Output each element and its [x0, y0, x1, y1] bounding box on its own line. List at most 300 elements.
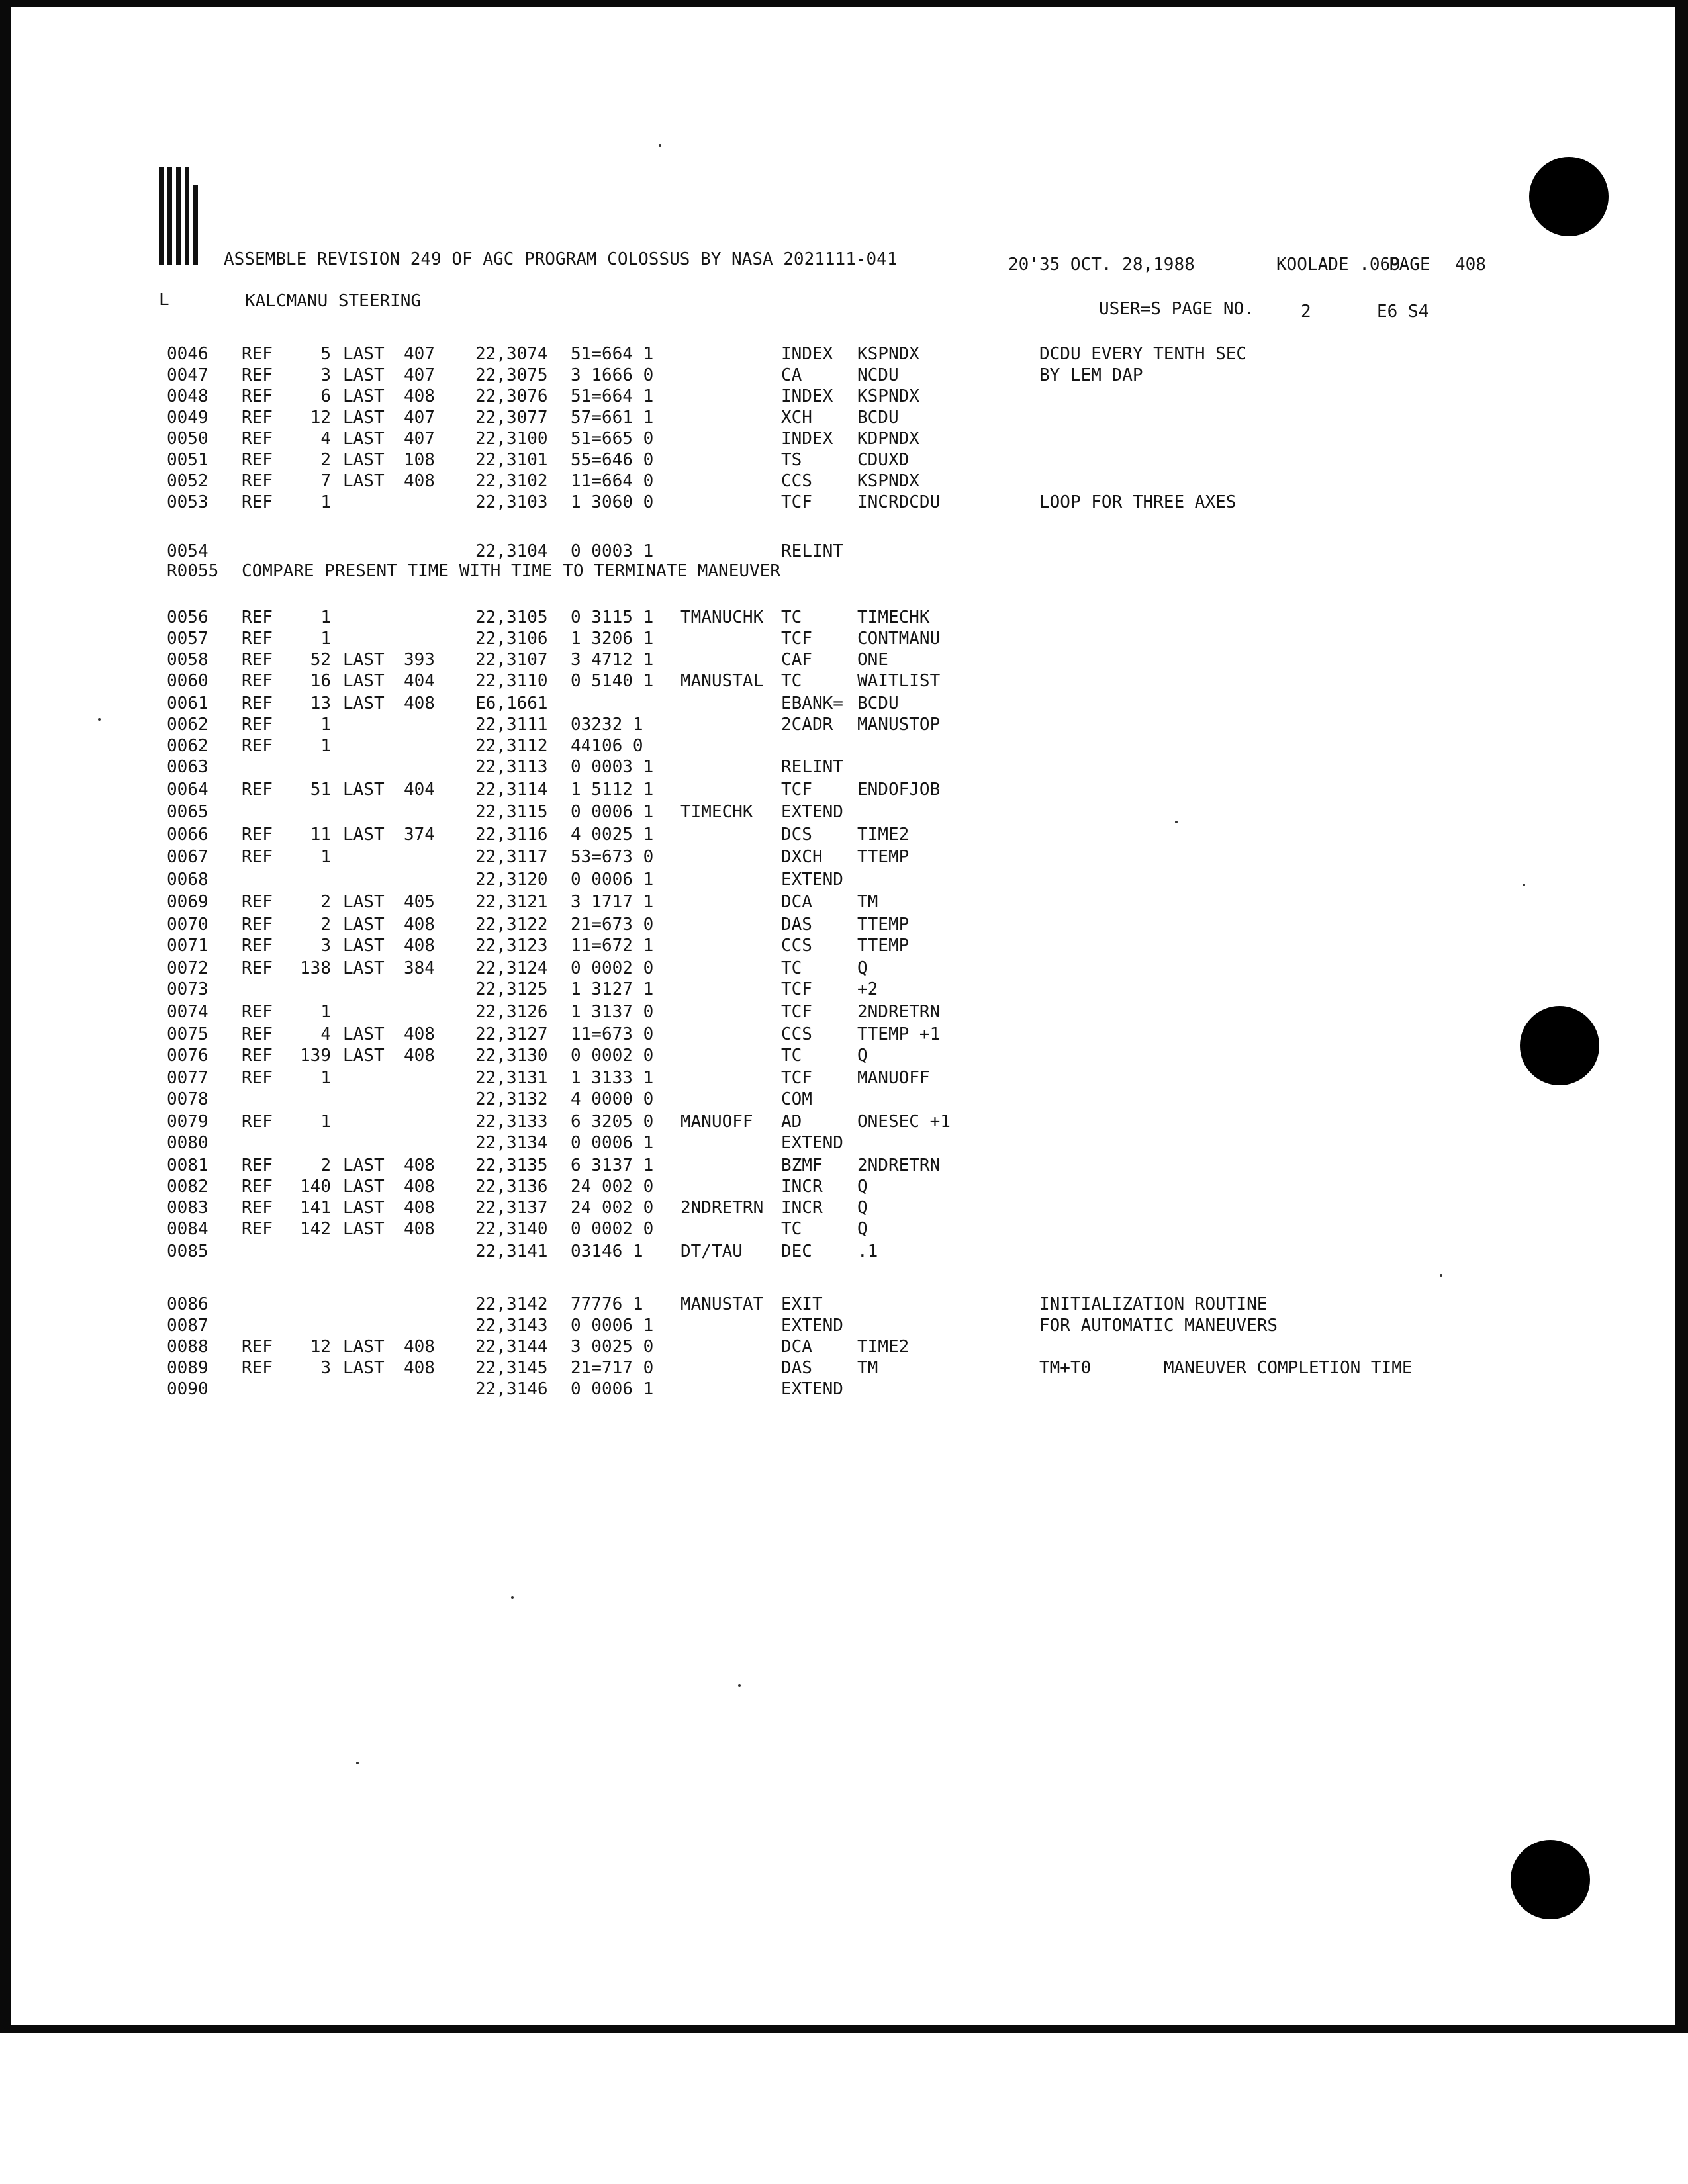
row-word: 3 1717 1	[571, 892, 654, 912]
row-word: 1 3133 1	[571, 1068, 654, 1088]
row-op: TCF	[781, 1002, 812, 1022]
row-ref: REF	[242, 694, 273, 713]
row-operand: +2	[857, 979, 878, 999]
row-line: 0061	[167, 694, 209, 713]
row-word: 0 0006 1	[571, 1133, 654, 1153]
row-operand: Q	[857, 1177, 868, 1197]
row-label: 2NDRETRN	[680, 1198, 764, 1218]
row-op: BZMF	[781, 1156, 823, 1175]
row-op: INCR	[781, 1177, 823, 1197]
row-operand: Q	[857, 1198, 868, 1218]
row-ref: REF	[242, 892, 273, 912]
row-op: RELINT	[781, 757, 843, 777]
row-word: 24 002 0	[571, 1177, 654, 1197]
row-last: LAST	[343, 429, 385, 449]
row-line: 0079	[167, 1112, 209, 1132]
row-word: 1 5112 1	[571, 780, 654, 799]
row-line: 0089	[167, 1358, 209, 1378]
row-addr: 22,3107	[475, 650, 548, 670]
row-lastn: 408	[404, 1024, 435, 1044]
row-last: LAST	[343, 471, 385, 491]
row-word: 3 0025 0	[571, 1337, 654, 1357]
row-operand: MANUSTOP	[857, 715, 941, 735]
row-line: 0080	[167, 1133, 209, 1153]
row-label: MANUOFF	[680, 1112, 753, 1132]
row-ref: REF	[242, 715, 273, 735]
row-addr: 22,3115	[475, 802, 548, 822]
row-word: 3 4712 1	[571, 650, 654, 670]
row-operand: BCDU	[857, 408, 899, 428]
row-addr: 22,3106	[475, 629, 548, 649]
row-line: 0077	[167, 1068, 209, 1088]
row-lastn: 384	[404, 958, 435, 978]
row-addr: 22,3126	[475, 1002, 548, 1022]
row-ref: REF	[242, 1358, 273, 1378]
row-addr: 22,3122	[475, 915, 548, 934]
row-addr: 22,3103	[475, 492, 548, 512]
row-comment: TM+T0 MANEUVER COMPLETION TIME	[1039, 1358, 1413, 1378]
row-word: 0 0003 1	[571, 541, 654, 561]
row-word: 0 0006 1	[571, 1316, 654, 1336]
row-addr: 22,3114	[475, 780, 548, 799]
row-word: 51=665 0	[571, 429, 654, 449]
speck	[659, 144, 661, 147]
row-op: EXTEND	[781, 1133, 843, 1153]
row-ref: REF	[242, 408, 273, 428]
row-op: CCS	[781, 1024, 812, 1044]
row-operand: 2NDRETRN	[857, 1156, 941, 1175]
row-word: 0 5140 1	[571, 671, 654, 691]
row-op: TC	[781, 958, 802, 978]
page-label: PAGE	[1389, 255, 1430, 275]
row-lastn: 404	[404, 671, 435, 691]
row-line: 0072	[167, 958, 209, 978]
row-word: 11=664 0	[571, 471, 654, 491]
row-word: 11=673 0	[571, 1024, 654, 1044]
row-last: LAST	[343, 1046, 385, 1066]
row-line: 0082	[167, 1177, 209, 1197]
row-op: INDEX	[781, 387, 833, 406]
row-last: LAST	[343, 915, 385, 934]
row-addr: 22,3117	[475, 847, 548, 867]
row-op: EXTEND	[781, 802, 843, 822]
row-last: LAST	[343, 1024, 385, 1044]
row-line: 0074	[167, 1002, 209, 1022]
row-refn: 142	[300, 1219, 331, 1239]
binder-tab-mark	[159, 167, 200, 265]
row-lastn: 408	[404, 694, 435, 713]
row-line: 0085	[167, 1242, 209, 1261]
row-word: 11=672 1	[571, 936, 654, 956]
row-op: DEC	[781, 1242, 812, 1261]
row-line: 0090	[167, 1379, 209, 1399]
row-line: 0083	[167, 1198, 209, 1218]
row-word: 0 0002 0	[571, 1046, 654, 1066]
row-op: DCS	[781, 825, 812, 844]
row-word: 21=673 0	[571, 915, 654, 934]
speck	[1175, 821, 1178, 823]
row-op: AD	[781, 1112, 802, 1132]
row-lastn: 408	[404, 1156, 435, 1175]
row-ref: REF	[242, 650, 273, 670]
row-refn: 51	[310, 780, 331, 799]
row-line: 0087	[167, 1316, 209, 1336]
row-op: DCA	[781, 892, 812, 912]
row-label: TMANUCHK	[680, 608, 764, 627]
row-op: EBANK=	[781, 694, 843, 713]
row-last: LAST	[343, 694, 385, 713]
row-ref: REF	[242, 1337, 273, 1357]
speck	[1523, 884, 1525, 886]
row-addr: 22,3134	[475, 1133, 548, 1153]
row-line: 0068	[167, 870, 209, 889]
row-addr: 22,3123	[475, 936, 548, 956]
row-word: 03232 1	[571, 715, 643, 735]
scan-border-right	[1675, 0, 1688, 2033]
punch-hole	[1520, 1006, 1599, 1085]
row-lastn: 408	[404, 915, 435, 934]
row-lastn: 408	[404, 1198, 435, 1218]
row-addr: 22,3074	[475, 344, 548, 364]
row-line: 0054	[167, 541, 209, 561]
row-addr: 22,3101	[475, 450, 548, 470]
row-last: LAST	[343, 892, 385, 912]
row-last: LAST	[343, 958, 385, 978]
row-last: LAST	[343, 1177, 385, 1197]
row-comment: LOOP FOR THREE AXES	[1039, 492, 1237, 512]
row-addr: 22,3077	[475, 408, 548, 428]
row-ref: REF	[242, 958, 273, 978]
row-lastn: 407	[404, 408, 435, 428]
speck	[356, 1762, 359, 1764]
row-ref: REF	[242, 429, 273, 449]
row-op: INDEX	[781, 344, 833, 364]
section-marker: L	[159, 290, 169, 310]
row-last: LAST	[343, 650, 385, 670]
row-refn: 5	[320, 344, 331, 364]
row-word: 0 3115 1	[571, 608, 654, 627]
row-addr: 22,3110	[475, 671, 548, 691]
row-op: COM	[781, 1089, 812, 1109]
row-op: TC	[781, 1046, 802, 1066]
row-op: CA	[781, 365, 802, 385]
row-lastn: 408	[404, 387, 435, 406]
row-refn: 11	[310, 825, 331, 844]
row-ref: REF	[242, 1198, 273, 1218]
row-op: CAF	[781, 650, 812, 670]
row-line: 0046	[167, 344, 209, 364]
row-addr: E6,1661	[475, 694, 548, 713]
row-refn: 2	[320, 892, 331, 912]
row-addr: 22,3132	[475, 1089, 548, 1109]
row-last: LAST	[343, 936, 385, 956]
row-refn: 1	[320, 847, 331, 867]
row-refn: 3	[320, 1358, 331, 1378]
row-operand: TTEMP	[857, 847, 910, 867]
row-line: 0078	[167, 1089, 209, 1109]
row-line: 0065	[167, 802, 209, 822]
row-last: LAST	[343, 344, 385, 364]
row-addr: 22,3102	[475, 471, 548, 491]
row-line: 0075	[167, 1024, 209, 1044]
row-addr: 22,3124	[475, 958, 548, 978]
row-op: INDEX	[781, 429, 833, 449]
row-ref: REF	[242, 1068, 273, 1088]
row-last: LAST	[343, 671, 385, 691]
row-op: TCF	[781, 979, 812, 999]
listing-datetime: 20'35 OCT. 28,1988	[1008, 255, 1195, 275]
row-addr: 22,3112	[475, 736, 548, 756]
row-refn: 13	[310, 694, 331, 713]
listing-title: ASSEMBLE REVISION 249 OF AGC PROGRAM COLOSSUS BY NASA 2021111-041	[224, 250, 898, 269]
row-lastn: 407	[404, 429, 435, 449]
row-addr: 22,3141	[475, 1242, 548, 1261]
row-refn: 52	[310, 650, 331, 670]
row-lastn: 407	[404, 365, 435, 385]
row-word: 51=664 1	[571, 387, 654, 406]
row-word: 0 0002 0	[571, 958, 654, 978]
row-label: TIMECHK	[680, 802, 753, 822]
row-refn: 1	[320, 629, 331, 649]
row-word: 0 0003 1	[571, 757, 654, 777]
row-ref: REF	[242, 1024, 273, 1044]
row-line: 0076	[167, 1046, 209, 1066]
row-line: 0052	[167, 471, 209, 491]
row-ref: REF	[242, 825, 273, 844]
page-number: 408	[1455, 255, 1486, 275]
row-op: TCF	[781, 492, 812, 512]
row-comment: INITIALIZATION ROUTINE	[1039, 1295, 1268, 1314]
row-lastn: 374	[404, 825, 435, 844]
row-word: 21=717 0	[571, 1358, 654, 1378]
row-addr: 22,3130	[475, 1046, 548, 1066]
bank-code: E6 S4	[1377, 302, 1429, 322]
row-operand: KSPNDX	[857, 471, 919, 491]
row-line: 0049	[167, 408, 209, 428]
row-ref: REF	[242, 1046, 273, 1066]
row-operand: MANUOFF	[857, 1068, 930, 1088]
row-operand: 2NDRETRN	[857, 1002, 941, 1022]
row-ref: REF	[242, 736, 273, 756]
row-comment: FOR AUTOMATIC MANEUVERS	[1039, 1316, 1278, 1336]
row-ref: REF	[242, 471, 273, 491]
row-op: TCF	[781, 780, 812, 799]
row-last: LAST	[343, 1219, 385, 1239]
row-operand: BCDU	[857, 694, 899, 713]
row-word: 55=646 0	[571, 450, 654, 470]
listing-system: KOOLADE .069	[1276, 255, 1401, 275]
row-line: 0067	[167, 847, 209, 867]
row-ref: REF	[242, 1219, 273, 1239]
row-refn: 138	[300, 958, 331, 978]
row-operand: .1	[857, 1242, 878, 1261]
row-line: R0055	[167, 561, 219, 581]
row-operand: TTEMP	[857, 915, 910, 934]
row-ref: REF	[242, 847, 273, 867]
row-comment: DCDU EVERY TENTH SEC	[1039, 344, 1247, 364]
row-lastn: 408	[404, 1358, 435, 1378]
row-op: DAS	[781, 915, 812, 934]
row-line: 0058	[167, 650, 209, 670]
row-refn: 6	[320, 387, 331, 406]
row-addr: 22,3140	[475, 1219, 548, 1239]
row-refn: 140	[300, 1177, 331, 1197]
row-label: DT/TAU	[680, 1242, 743, 1261]
row-ref: REF	[242, 387, 273, 406]
row-refn: 1	[320, 1002, 331, 1022]
row-word: 4 0000 0	[571, 1089, 654, 1109]
row-operand: CDUXD	[857, 450, 910, 470]
row-word: 1 3127 1	[571, 979, 654, 999]
row-ref: REF	[242, 365, 273, 385]
row-addr: 22,3075	[475, 365, 548, 385]
row-word: 1 3137 0	[571, 1002, 654, 1022]
row-addr: 22,3105	[475, 608, 548, 627]
row-last: LAST	[343, 450, 385, 470]
row-line: 0048	[167, 387, 209, 406]
row-line: 0084	[167, 1219, 209, 1239]
row-op: DCA	[781, 1337, 812, 1357]
row-ref: REF	[242, 492, 273, 512]
row-lastn: 405	[404, 892, 435, 912]
row-word: 77776 1	[571, 1295, 643, 1314]
row-word: 57=661 1	[571, 408, 654, 428]
row-refn: 139	[300, 1046, 331, 1066]
row-op: TS	[781, 450, 802, 470]
row-ref: REF	[242, 780, 273, 799]
row-op: TC	[781, 671, 802, 691]
row-addr: 22,3111	[475, 715, 548, 735]
row-ref: REF	[242, 608, 273, 627]
row-last: LAST	[343, 1156, 385, 1175]
punch-hole	[1511, 1840, 1590, 1919]
row-lastn: 408	[404, 936, 435, 956]
row-op: EXTEND	[781, 1379, 843, 1399]
row-line: 0051	[167, 450, 209, 470]
row-op: TCF	[781, 1068, 812, 1088]
row-operand: ONESEC +1	[857, 1112, 951, 1132]
row-word: 44106 0	[571, 736, 643, 756]
row-op: EXIT	[781, 1295, 823, 1314]
row-last: LAST	[343, 825, 385, 844]
row-line: 0088	[167, 1337, 209, 1357]
row-op: CCS	[781, 936, 812, 956]
row-word: 1 3060 0	[571, 492, 654, 512]
row-addr: 22,3076	[475, 387, 548, 406]
row-ref: REF	[242, 1112, 273, 1132]
row-label: MANUSTAT	[680, 1295, 764, 1314]
row-lastn: 408	[404, 1337, 435, 1357]
row-addr: 22,3131	[475, 1068, 548, 1088]
row-operand: Q	[857, 1046, 868, 1066]
row-lastn: 408	[404, 471, 435, 491]
row-line: 0057	[167, 629, 209, 649]
row-refn: 2	[320, 450, 331, 470]
row-op: EXTEND	[781, 870, 843, 889]
row-operand: Q	[857, 1219, 868, 1239]
row-addr: 22,3113	[475, 757, 548, 777]
row-ref: REF	[242, 344, 273, 364]
speck	[738, 1684, 741, 1687]
speck	[1440, 1274, 1442, 1277]
row-last: LAST	[343, 1337, 385, 1357]
scan-border-bottom	[0, 2025, 1688, 2033]
row-op: RELINT	[781, 541, 843, 561]
row-addr: 22,3100	[475, 429, 548, 449]
user-page-number: 2	[1301, 302, 1311, 322]
row-addr: 22,3144	[475, 1337, 548, 1357]
row-line: 0086	[167, 1295, 209, 1314]
row-addr: 22,3116	[475, 825, 548, 844]
row-operand: TTEMP +1	[857, 1024, 941, 1044]
row-ref: REF	[242, 1177, 273, 1197]
row-addr: 22,3136	[475, 1177, 548, 1197]
row-line: 0050	[167, 429, 209, 449]
row-addr: 22,3142	[475, 1295, 548, 1314]
row-word: 0 0006 1	[571, 802, 654, 822]
row-op: DAS	[781, 1358, 812, 1378]
scan-border-left	[0, 0, 11, 2033]
row-operand: ONE	[857, 650, 888, 670]
row-word: 24 002 0	[571, 1198, 654, 1218]
section-title: KALCMANU STEERING	[245, 291, 422, 311]
row-last: LAST	[343, 387, 385, 406]
row-refn: 4	[320, 1024, 331, 1044]
speck	[98, 718, 101, 721]
row-line: 0047	[167, 365, 209, 385]
row-label: MANUSTAL	[680, 671, 764, 691]
row-lastn: 393	[404, 650, 435, 670]
row-lastn: 408	[404, 1219, 435, 1239]
row-addr: 22,3146	[475, 1379, 548, 1399]
row-line: 0071	[167, 936, 209, 956]
row-word: 4 0025 1	[571, 825, 654, 844]
row-op: XCH	[781, 408, 812, 428]
row-addr: 22,3143	[475, 1316, 548, 1336]
row-operand: TIME2	[857, 825, 910, 844]
row-addr: 22,3104	[475, 541, 548, 561]
row-line: 0081	[167, 1156, 209, 1175]
row-refn: 2	[320, 1156, 331, 1175]
row-word: 51=664 1	[571, 344, 654, 364]
row-refn: 4	[320, 429, 331, 449]
row-lastn: 404	[404, 780, 435, 799]
row-refn: 12	[310, 1337, 331, 1357]
row-addr: 22,3120	[475, 870, 548, 889]
row-line: 0062	[167, 715, 209, 735]
row-lastn: 408	[404, 1046, 435, 1066]
row-refn: 3	[320, 936, 331, 956]
row-word: 0 0006 1	[571, 1379, 654, 1399]
row-comment: BY LEM DAP	[1039, 365, 1143, 385]
row-refn: 1	[320, 1068, 331, 1088]
row-addr: 22,3133	[475, 1112, 548, 1132]
row-refn: 1	[320, 715, 331, 735]
row-operand: TIMECHK	[857, 608, 930, 627]
row-last: LAST	[343, 1198, 385, 1218]
row-operand: KSPNDX	[857, 387, 919, 406]
row-word: 53=673 0	[571, 847, 654, 867]
row-line: 0056	[167, 608, 209, 627]
row-lastn: 408	[404, 1177, 435, 1197]
row-word: 1 3206 1	[571, 629, 654, 649]
row-refn: 1	[320, 1112, 331, 1132]
row-ref: REF	[242, 671, 273, 691]
row-word: 3 1666 0	[571, 365, 654, 385]
row-line: 0062	[167, 736, 209, 756]
row-operand: TM	[857, 1358, 878, 1378]
row-op: INCR	[781, 1198, 823, 1218]
